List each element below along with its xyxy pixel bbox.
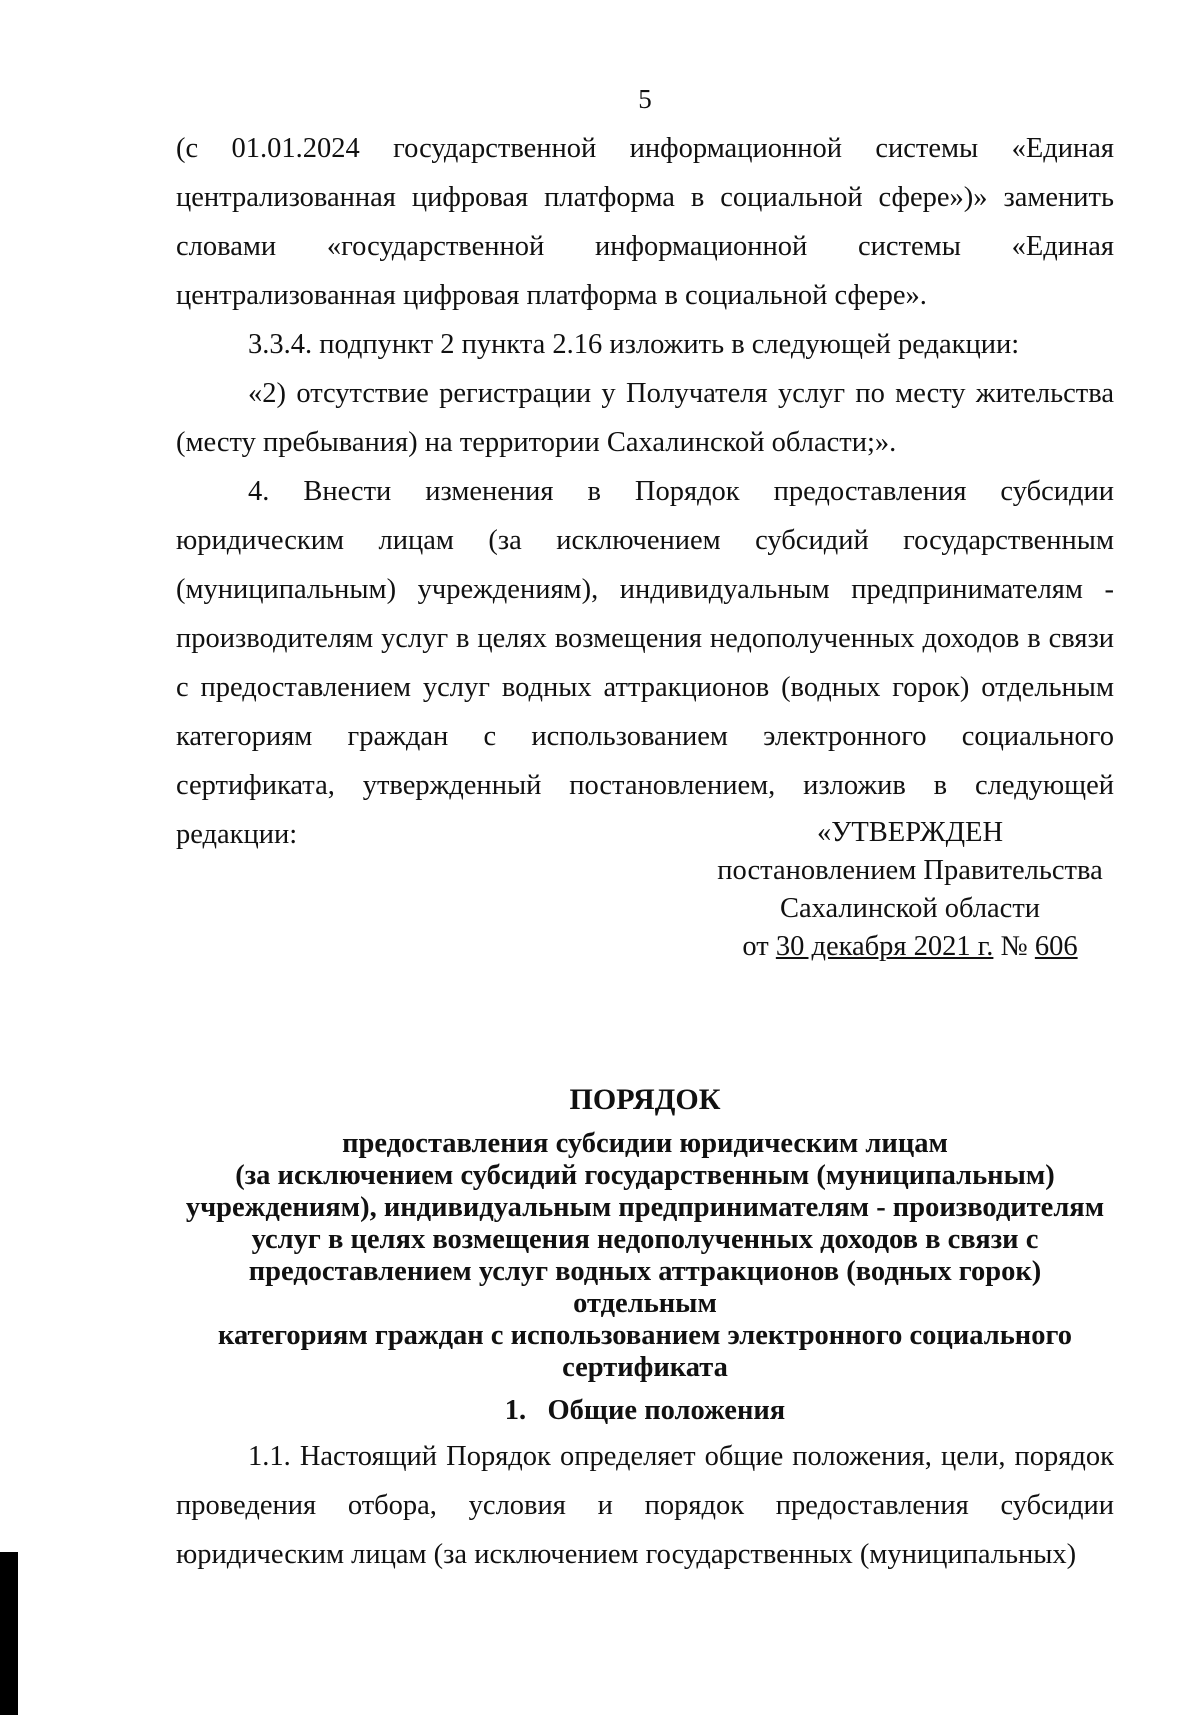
section-heading: 1. Общие положения [504, 1395, 786, 1426]
title-line: (за исключением субсидий государственным (муниципальным) [235, 1160, 1055, 1191]
paragraph-replacement-text: (с 01.01.2024 государственной информационной системы «Единая централизованная цифровая платформа в социальной сфере»)» заменить словами «государственной информационной системы «Единая централизованная цифровая платформа в социальной сфере». [176, 133, 1114, 311]
approval-date-prefix: от [742, 931, 776, 962]
title-line: предоставлением услуг водных аттракционов (водных горок) отдельным [248, 1256, 1042, 1319]
approval-date: 30 декабря 2021 г. [775, 931, 994, 962]
section-body [176, 1432, 1114, 1579]
paragraph-quoted-subclause-2: «2) отсутствие регистрации у Получателя услуг по месту жительства (месту пребывания) на территории Сахалинской области;». [176, 378, 1114, 458]
approval-number-prefix: № [993, 931, 1035, 962]
approval-heading: «УТВЕРЖДЕН [816, 817, 1004, 848]
title-line: учреждениям), индивидуальным предпринимателям - производителям [185, 1192, 1105, 1223]
approval-issuer: постановлением Правительства [717, 855, 1103, 886]
title-line: категориям граждан с использованием электронного социального [218, 1320, 1072, 1351]
page-number: 5 [638, 84, 652, 114]
approval-region: Сахалинской области [779, 893, 1041, 924]
scan-edge-mark [0, 1552, 18, 1715]
approval-number: 606 [1034, 931, 1078, 962]
approval-block [700, 814, 1120, 966]
paragraph-item-4: 4. Внести изменения в Порядок предоставления субсидии юридическим лицам (за исключением субсидий государственным (муниципальным) учреждениям), индивидуальным предпринимателям - производителям услуг в целях возмещения недополученных доходов в связи с предоставлением услуг водных аттракционов (водных горок) отдельным категориям граждан с использованием электронного социального сертификата, утвержденный постановлением, изложив в следующей редакции: [176, 476, 1114, 850]
body-text [176, 124, 1114, 859]
title-line: сертификата [562, 1352, 728, 1383]
title-main: ПОРЯДОК [569, 1083, 721, 1116]
title-line: предоставления субсидии юридическим лицам [342, 1128, 948, 1159]
approval-date-line [700, 928, 1120, 966]
document-title [176, 1084, 1114, 1384]
paragraph-1-1: 1.1. Настоящий Порядок определяет общие положения, цели, порядок проведения отбора, условия и порядок предоставления субсидии юридическим лицам (за исключением государственных (муниципальных) [176, 1441, 1114, 1570]
paragraph-subclause-3-3-4: 3.3.4. подпункт 2 пункта 2.16 изложить в следующей редакции: [248, 329, 1020, 360]
title-line: услуг в целях возмещения недополученных доходов в связи с [251, 1224, 1039, 1255]
